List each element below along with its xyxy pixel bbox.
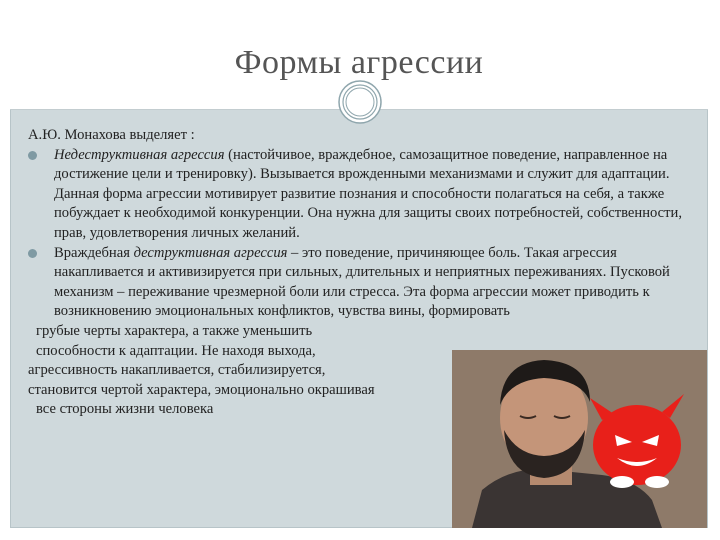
- point-text: (настойчивое, враждебное, самозащитное поведение, направленное на достижение цели и тренировку). Вызывается врожденными механизмами и служит для адаптации. Данная форма агрессии мотивирует развитие познания и способности полагаться на себя, а также побуждает к необходимой конкуренции. Она нужна для защиты своих потребностей, собственности, прав, удовлетворения личных желаний.: [54, 146, 682, 241]
- tail-line: способности к адаптации. Не находя выхода,: [36, 342, 316, 359]
- tail-line: грубые черты характера, а также уменьшить: [36, 322, 313, 339]
- bullet-dot-icon: [28, 249, 37, 258]
- tail-line: все стороны жизни человека: [36, 401, 214, 418]
- circle-ornament-icon: [338, 80, 382, 124]
- intro-text: А.Ю. Монахова выделяет :: [28, 127, 195, 143]
- bullet-item-destructive: [28, 244, 694, 322]
- point-text: – это поведение, причиняющее боль. Такая агрессия накапливается и активизируется при сильных, длительных и неприятных переживаниях. Пусковой механизм – переживание чрезмерной боли или стресса. Эта форма агрессии может приводить к возникновению эмоциональных конфликтов, чувства вины, формировать: [54, 244, 670, 320]
- bullet-list: [28, 146, 700, 322]
- point-prefix: Враждебная: [54, 244, 134, 261]
- bullet-item-nondestructive: [28, 146, 700, 244]
- man-with-devil-toy-photo: [452, 350, 707, 528]
- bullet-dot-icon: [28, 151, 37, 160]
- tail-line: агрессивность накапливается, стабилизируется,: [28, 362, 326, 379]
- point-emphasis: Недеструктивная агрессия: [54, 146, 225, 163]
- point-emphasis: деструктивная агрессия: [133, 244, 288, 261]
- slide-title: Формы агрессии: [234, 44, 484, 81]
- tail-line: становится чертой характера, эмоционально окрашивая: [28, 381, 375, 398]
